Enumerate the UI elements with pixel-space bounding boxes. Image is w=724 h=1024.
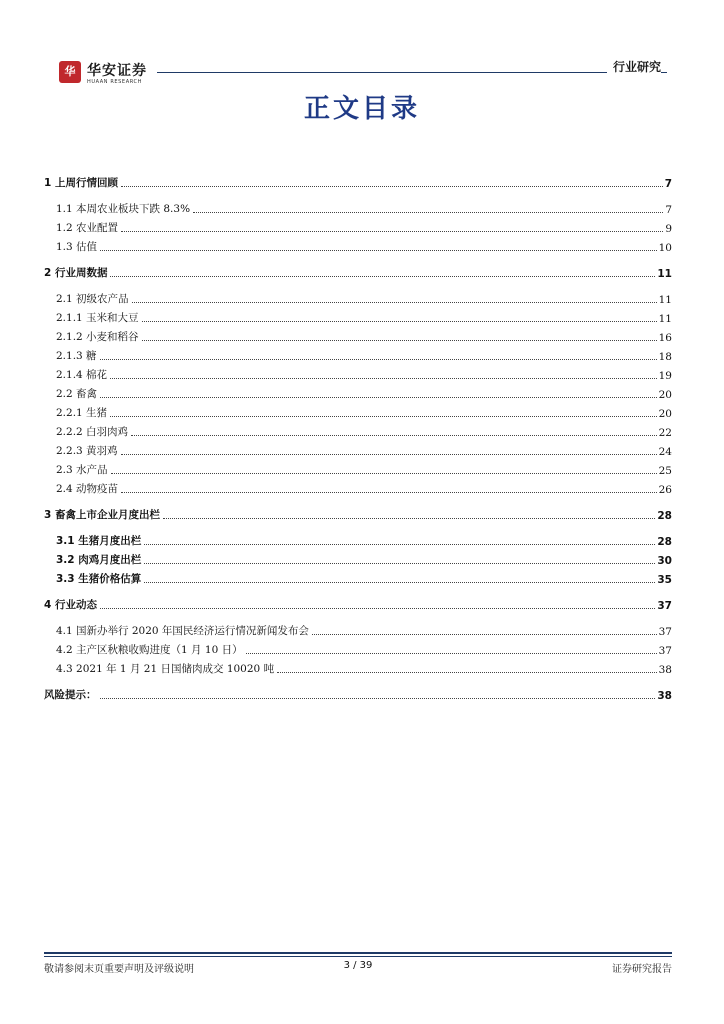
toc-entry-page: 20 [658,408,672,420]
toc-leader-dots [110,276,655,277]
toc-entry-label: 4.3 2021 年 1 月 21 日国储肉成交 10020 吨 [56,663,275,675]
page-title: 正文目录 [303,94,420,124]
toc-leader-dots [100,397,657,398]
toc-leader-dots [121,186,663,187]
toc-entry[interactable] [44,480,672,496]
toc-leader-dots [277,672,657,673]
toc-leader-dots [144,582,655,583]
toc-entry-page: 7 [664,178,672,190]
toc-leader-dots [312,634,657,635]
toc-entry[interactable] [44,200,672,216]
toc-entry-page: 25 [658,465,672,477]
company-logo-seal: 华 [59,61,81,83]
toc-entry-page: 30 [657,555,672,567]
toc-leader-dots [163,518,655,519]
toc-entry-label: 1 上周行情回顾 [44,177,118,189]
toc-entry-label: 4.2 主产区秋粮收购进度（1 月 10 日） [56,644,243,656]
toc-entry-label: 2.1.4 棉花 [56,369,108,381]
toc-entry-page: 7 [665,204,672,216]
toc-entry[interactable] [44,596,672,612]
toc-leader-dots [121,231,663,232]
toc-entry[interactable] [44,423,672,439]
toc-entry[interactable] [44,264,672,280]
toc-entry-page: 26 [658,484,672,496]
toc-entry-label: 2.1.1 玉米和大豆 [56,312,139,324]
footer-divider-thin [44,956,672,957]
toc-entry[interactable] [44,532,672,548]
toc-entry-label: 4 行业动态 [44,599,97,611]
footer-doc-type: 证券研究报告 [612,964,672,975]
toc-entry-label: 2.2.1 生猪 [56,407,108,419]
toc-entry[interactable] [44,309,672,325]
toc-entry-page: 28 [657,536,672,548]
toc-entry-label: 2.1 初级农产品 [56,293,129,305]
toc-entry-page: 11 [658,294,672,306]
toc-entry-label: 1.2 农业配置 [56,222,119,234]
toc-entry-label: 2.1.2 小麦和稻谷 [56,331,139,343]
toc-entry[interactable] [44,641,672,657]
toc-entry-page: 19 [658,370,672,382]
toc-entry[interactable] [44,174,672,190]
toc-leader-dots [100,698,656,699]
toc-leader-dots [110,378,657,379]
toc-entry-page: 35 [657,574,672,586]
toc-entry-label: 4.1 国新办举行 2020 年国民经济运行情况新闻发布会 [56,625,309,637]
toc-entry[interactable] [44,551,672,567]
toc-entry-page: 37 [657,600,672,612]
toc-entry-page: 37 [658,626,672,638]
toc-entry-page: 24 [658,446,672,458]
toc-leader-dots [100,250,657,251]
page-header [57,58,667,90]
toc-entry-page: 20 [658,389,672,401]
toc-entry-label: 2 行业周数据 [44,267,108,279]
company-logo-text: 华安证券 [87,63,147,79]
toc-leader-dots [246,653,657,654]
toc-entry-label: 3.1 生猪月度出栏 [56,535,142,547]
toc-entry[interactable] [44,570,672,586]
toc-entry[interactable] [44,385,672,401]
toc-entry[interactable] [44,660,672,676]
toc-leader-dots [144,544,655,545]
toc-leader-dots [121,492,657,493]
toc-entry-page: 16 [658,332,672,344]
toc-entry-label: 2.1.3 糖 [56,350,97,362]
toc-entry-label: 1.1 本周农业板块下跌 8.3% [56,203,191,215]
toc-entry-label: 3.3 生猪价格估算 [56,573,142,585]
page-footer [44,952,672,992]
toc-entry[interactable] [44,686,672,702]
toc-entry[interactable] [44,404,672,420]
toc-leader-dots [131,435,657,436]
toc-entry-page: 11 [658,313,672,325]
toc-entry-label: 3 畜禽上市企业月度出栏 [44,509,160,521]
toc-entry[interactable] [44,219,672,235]
toc-entry-label: 2.3 水产品 [56,464,108,476]
toc-entry-page: 18 [658,351,672,363]
toc-entry[interactable] [44,328,672,344]
page-number: 3 / 39 [343,960,373,971]
toc-entry[interactable] [44,366,672,382]
company-logo-en: HUAAN RESEARCH [87,79,142,85]
header-divider [157,72,667,73]
toc-entry[interactable] [44,442,672,458]
toc-leader-dots [110,416,657,417]
footer-disclaimer: 敬请参阅末页重要声明及评级说明 [44,964,194,975]
toc-leader-dots [132,302,657,303]
section-tag: 行业研究 [607,58,661,75]
toc-entry-label: 3.2 肉鸡月度出栏 [56,554,142,566]
toc-leader-dots [100,359,657,360]
toc-entry[interactable] [44,290,672,306]
toc-entry-label: 2.2.2 白羽肉鸡 [56,426,129,438]
toc-leader-dots [100,608,655,609]
toc-entry-page: 11 [657,268,672,280]
toc-entry-page: 9 [665,223,672,235]
toc-leader-dots [121,454,657,455]
toc-leader-dots [142,321,657,322]
toc-leader-dots [111,473,657,474]
toc-entry[interactable] [44,622,672,638]
toc-entry-page: 38 [657,690,672,702]
toc-entry[interactable] [44,238,672,254]
toc-entry[interactable] [44,347,672,363]
toc-entry[interactable] [44,461,672,477]
toc-entry[interactable] [44,506,672,522]
toc-entry-page: 38 [658,664,672,676]
toc-leader-dots [144,563,655,564]
toc-entry-label: 2.2.3 黄羽鸡 [56,445,118,457]
toc-entry-label: 2.2 畜禽 [56,388,98,400]
toc-entry-page: 10 [658,242,672,254]
toc-entry-label: 风险提示： [44,689,97,701]
footer-divider [44,952,672,954]
toc-entry-page: 22 [658,427,672,439]
toc-leader-dots [142,340,657,341]
toc-leader-dots [193,212,663,213]
toc-entry-page: 28 [657,510,672,522]
toc-entry-label: 2.4 动物疫苗 [56,483,119,495]
toc-entry-page: 37 [658,645,672,657]
toc-entry-label: 1.3 估值 [56,241,98,253]
